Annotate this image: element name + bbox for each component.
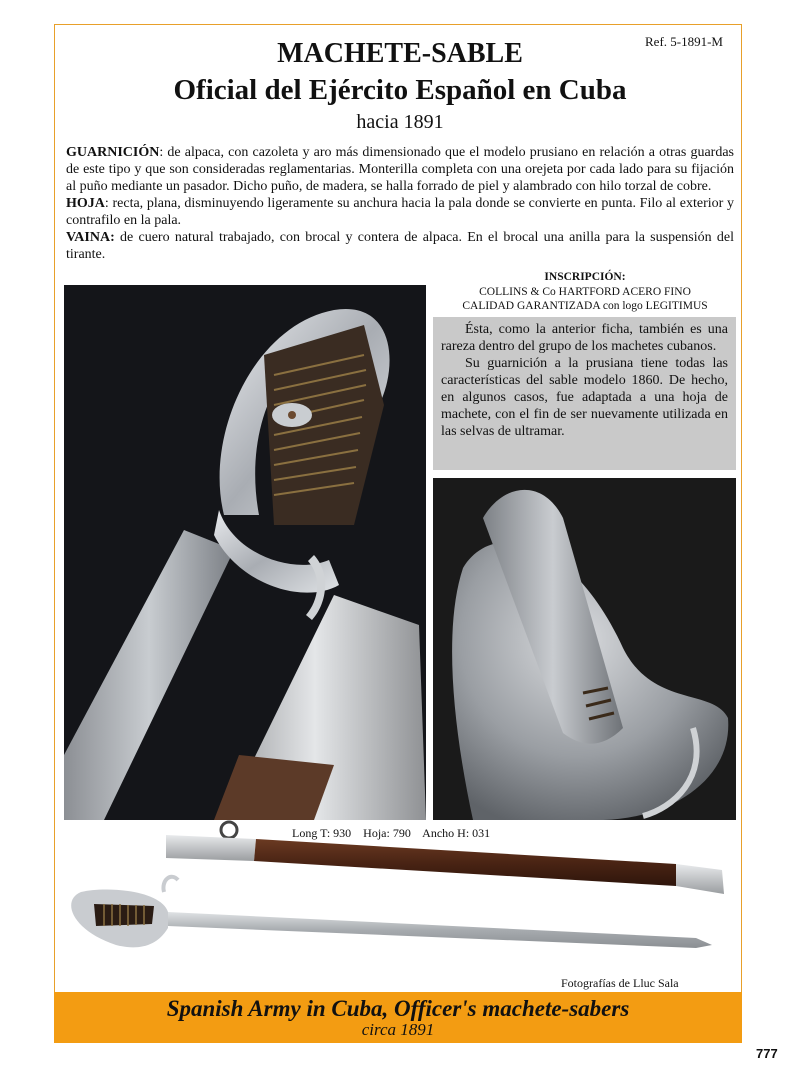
inscription bbox=[437, 270, 733, 314]
guarnicion-text: : de alpaca, con cazoleta y aro más dimensionado que el modelo prusiano en relación a otras guardas de este tipo y que son consideradas reglamentarias. Monterilla completa con una orejeta por cada lado para su fijación al puño mediante un pasador. Dicho puño, de madera, se halla forrado de piel y alambrado con hilo torzal de cobre. bbox=[66, 145, 734, 194]
guard-illustration bbox=[433, 478, 736, 820]
inscription-line-1: COLLINS & Co HARTFORD ACERO FINO bbox=[479, 285, 691, 298]
measurements: Long T: 930 Hoja: 790 Ancho H: 031 bbox=[292, 826, 491, 840]
note-paragraph-1: Ésta, como la anterior ficha, también es una rareza dentro del grupo de los machetes cubanos. bbox=[441, 322, 728, 354]
page-title: MACHETE-SABLE bbox=[277, 38, 523, 69]
banner-title: Spanish Army in Cuba, Officer's machete-sabers bbox=[166, 996, 630, 1021]
page-number: 777 bbox=[756, 1046, 778, 1061]
description bbox=[66, 144, 734, 263]
note-paragraph-2: Su guarnición a la prusiana tiene todas las características del sable modelo 1860. De hecho, en algunos casos, fue adaptada a una hoja de machete, con el fin de ser nuevamente utilizada en las selvas de ultramar. bbox=[441, 356, 728, 439]
vaina-label: VAINA: bbox=[66, 230, 115, 245]
guarnicion-paragraph bbox=[66, 144, 734, 195]
hilt-illustration bbox=[64, 285, 426, 820]
inscription-heading: INSCRIPCIÓN: bbox=[544, 271, 626, 283]
photo-credit: Fotografías de Lluc Sala bbox=[561, 976, 679, 990]
inscription-line-2: CALIDAD GARANTIZADA con logo LEGITIMUS bbox=[462, 300, 708, 312]
full-sword-illustration bbox=[56, 820, 732, 980]
page-subtitle: Oficial del Ejército Español en Cuba bbox=[173, 74, 627, 106]
vaina-text: de cuero natural trabajado, con brocal y contera de alpaca. En el brocal una anilla para la suspensión del tirante. bbox=[66, 230, 734, 262]
reference-code: Ref. 5-1891-M bbox=[645, 34, 723, 49]
english-title-banner bbox=[54, 992, 742, 1043]
note-box bbox=[433, 317, 736, 470]
hoja-text: : recta, plana, disminuyendo ligeramente su anchura hacia la pala donde se convierte en punta. Filo al exterior y contrafilo en la pala. bbox=[66, 196, 734, 228]
vaina-paragraph bbox=[66, 229, 734, 263]
guarnicion-label: GUARNICIÓN bbox=[66, 145, 160, 160]
banner-subtitle: circa 1891 bbox=[361, 1020, 435, 1039]
photo-hilt bbox=[64, 285, 426, 820]
photo-full-sword bbox=[56, 820, 732, 980]
hoja-label: HOJA bbox=[66, 196, 105, 211]
photo-guard bbox=[433, 478, 736, 820]
hoja-paragraph bbox=[66, 195, 734, 229]
page-date: hacia 1891 bbox=[356, 111, 444, 133]
